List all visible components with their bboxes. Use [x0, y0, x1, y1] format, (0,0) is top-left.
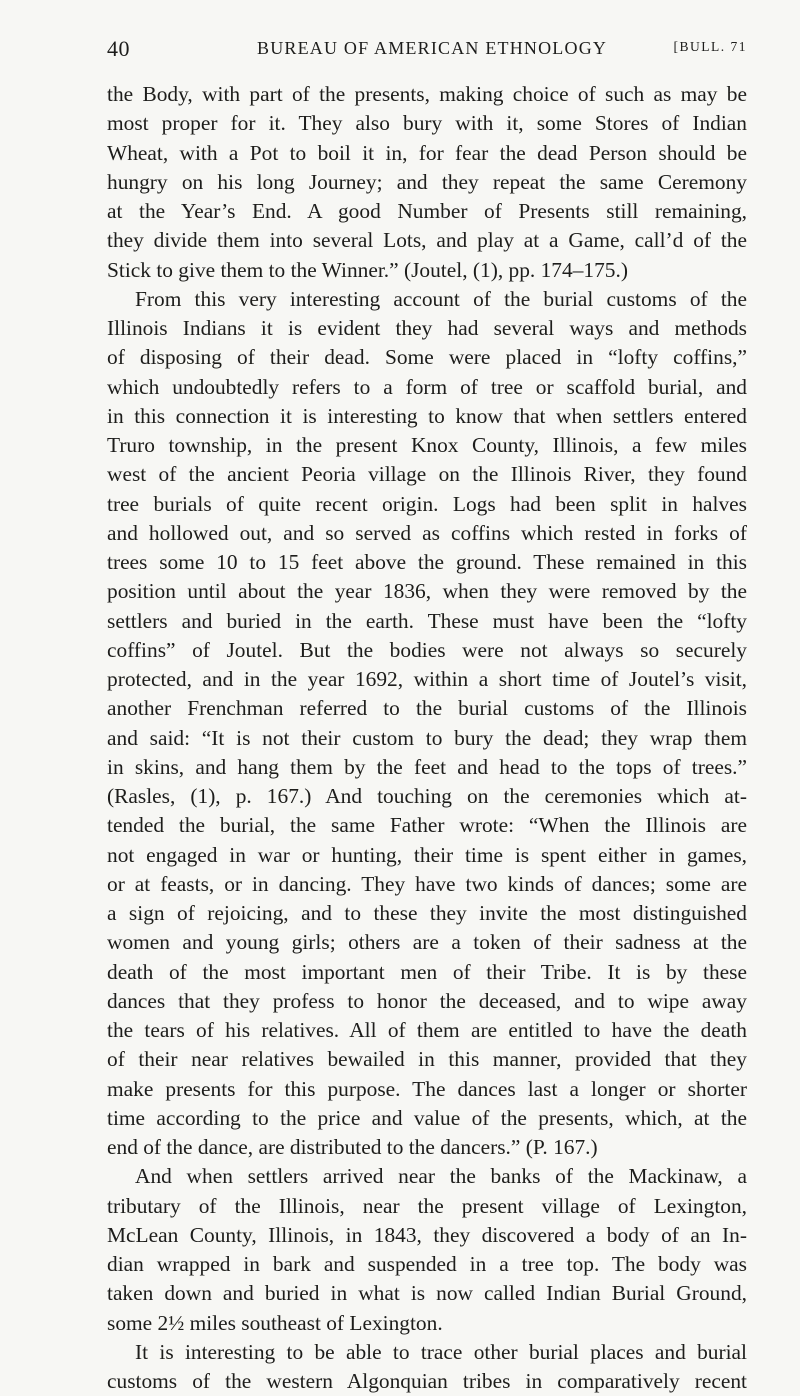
text-line: From this very interesting account of the burial customs of the	[135, 286, 747, 311]
text-line: of disposing of their dead. Some were placed in “lofty coffins,”	[107, 345, 747, 370]
text-line: women and young girls; others are a token of their sadness at the	[107, 930, 747, 955]
text-line: tended the burial, the same Father wrote: “When the Illinois are	[107, 813, 747, 838]
text-line: end of the dance, are distributed to the dancers.” (P. 167.)	[107, 1135, 598, 1159]
text-line: another Frenchman referred to the burial customs of the Illinois	[107, 696, 747, 721]
text-line: the tears of his relatives. All of them are entitled to have the death	[107, 1018, 747, 1042]
text-line: some 2½ miles southeast of Lexington.	[107, 1310, 443, 1335]
bulletin-reference: [BULL. 71	[673, 39, 747, 54]
text-line: time according to the price and value of the presents, which, at the	[107, 1105, 747, 1130]
text-line: protected, and in the year 1692, within a short time of Joutel’s visit,	[107, 667, 747, 691]
page-number: 40	[107, 36, 130, 61]
text-line: which undoubtedly refers to a form of tree or scaffold burial, and	[107, 374, 747, 399]
text-line: Stick to give them to the Winner.” (Joutel, (1), pp. 174–175.)	[107, 257, 628, 282]
text-line: (Rasles, (1), p. 167.) And touching on the ceremonies which at-	[107, 784, 747, 808]
text-line: and said: “It is not their custom to bury the dead; they wrap them	[107, 725, 747, 750]
text-line: customs of the western Algonquian tribes in comparatively recent	[107, 1369, 747, 1393]
text-line: taken down and buried in what is now called Indian Burial Ground,	[107, 1281, 747, 1306]
text-line: west of the ancient Peoria village on the Illinois River, they found	[107, 462, 747, 487]
text-line: in skins, and hang them by the feet and head to the tops of trees.”	[107, 754, 747, 779]
text-line: not engaged in war or hunting, their time is spent either in games,	[107, 842, 747, 867]
text-line: Illinois Indians it is evident they had several ways and methods	[107, 316, 747, 340]
body-text	[107, 80, 747, 1396]
text-line: in this connection it is interesting to know that when settlers entered	[107, 403, 747, 428]
text-line: of their near relatives bewailed in this manner, provided that they	[107, 1047, 747, 1072]
text-line: tree burials of quite recent origin. Logs had been split in halves	[107, 491, 747, 516]
text-line: Wheat, with a Pot to boil it in, for fear the dead Person should be	[107, 140, 747, 165]
running-title: BUREAU OF AMERICAN ETHNOLOGY	[257, 38, 608, 58]
text-line: the Body, with part of the presents, making choice of such as may be	[107, 82, 747, 106]
text-line: make presents for this purpose. The dances last a longer or shorter	[107, 1076, 747, 1101]
text-line: death of the most important men of their Tribe. It is by these	[107, 959, 747, 984]
text-line: hungry on his long Journey; and they repeat the same Ceremony	[107, 169, 747, 194]
text-line: at the Year’s End. A good Number of Presents still remaining,	[107, 199, 747, 223]
text-line: a sign of rejoicing, and to these they invite the most distinguished	[107, 901, 747, 925]
text-line: tributary of the Illinois, near the present village of Lexington,	[107, 1193, 747, 1218]
text-line: most proper for it. They also bury with it, some Stores of Indian	[107, 111, 747, 136]
text-line: dances that they profess to honor the deceased, and to wipe away	[107, 988, 747, 1013]
text-line: coffins” of Joutel. But the bodies were not always so securely	[107, 637, 747, 662]
text-line: McLean County, Illinois, in 1843, they discovered a body of an In-	[107, 1222, 747, 1247]
text-line: position until about the year 1836, when they were removed by the	[107, 579, 747, 604]
text-line: Truro township, in the present Knox County, Illinois, a few miles	[107, 433, 747, 457]
text-line: dian wrapped in bark and suspended in a tree top. The body was	[107, 1252, 747, 1276]
page-header	[107, 36, 747, 66]
text-line: trees some 10 to 15 feet above the ground. These remained in this	[107, 550, 747, 574]
text-line: they divide them into several Lots, and play at a Game, call’d of the	[107, 228, 747, 253]
text-line: It is interesting to be able to trace other burial places and burial	[135, 1339, 747, 1364]
text-line: and hollowed out, and so served as coffins which rested in forks of	[107, 520, 747, 545]
text-line: settlers and buried in the earth. These must have been the “lofty	[107, 608, 747, 633]
text-line: or at feasts, or in dancing. They have two kinds of dances; some are	[107, 871, 747, 896]
text-line: And when settlers arrived near the banks of the Mackinaw, a	[135, 1164, 747, 1189]
